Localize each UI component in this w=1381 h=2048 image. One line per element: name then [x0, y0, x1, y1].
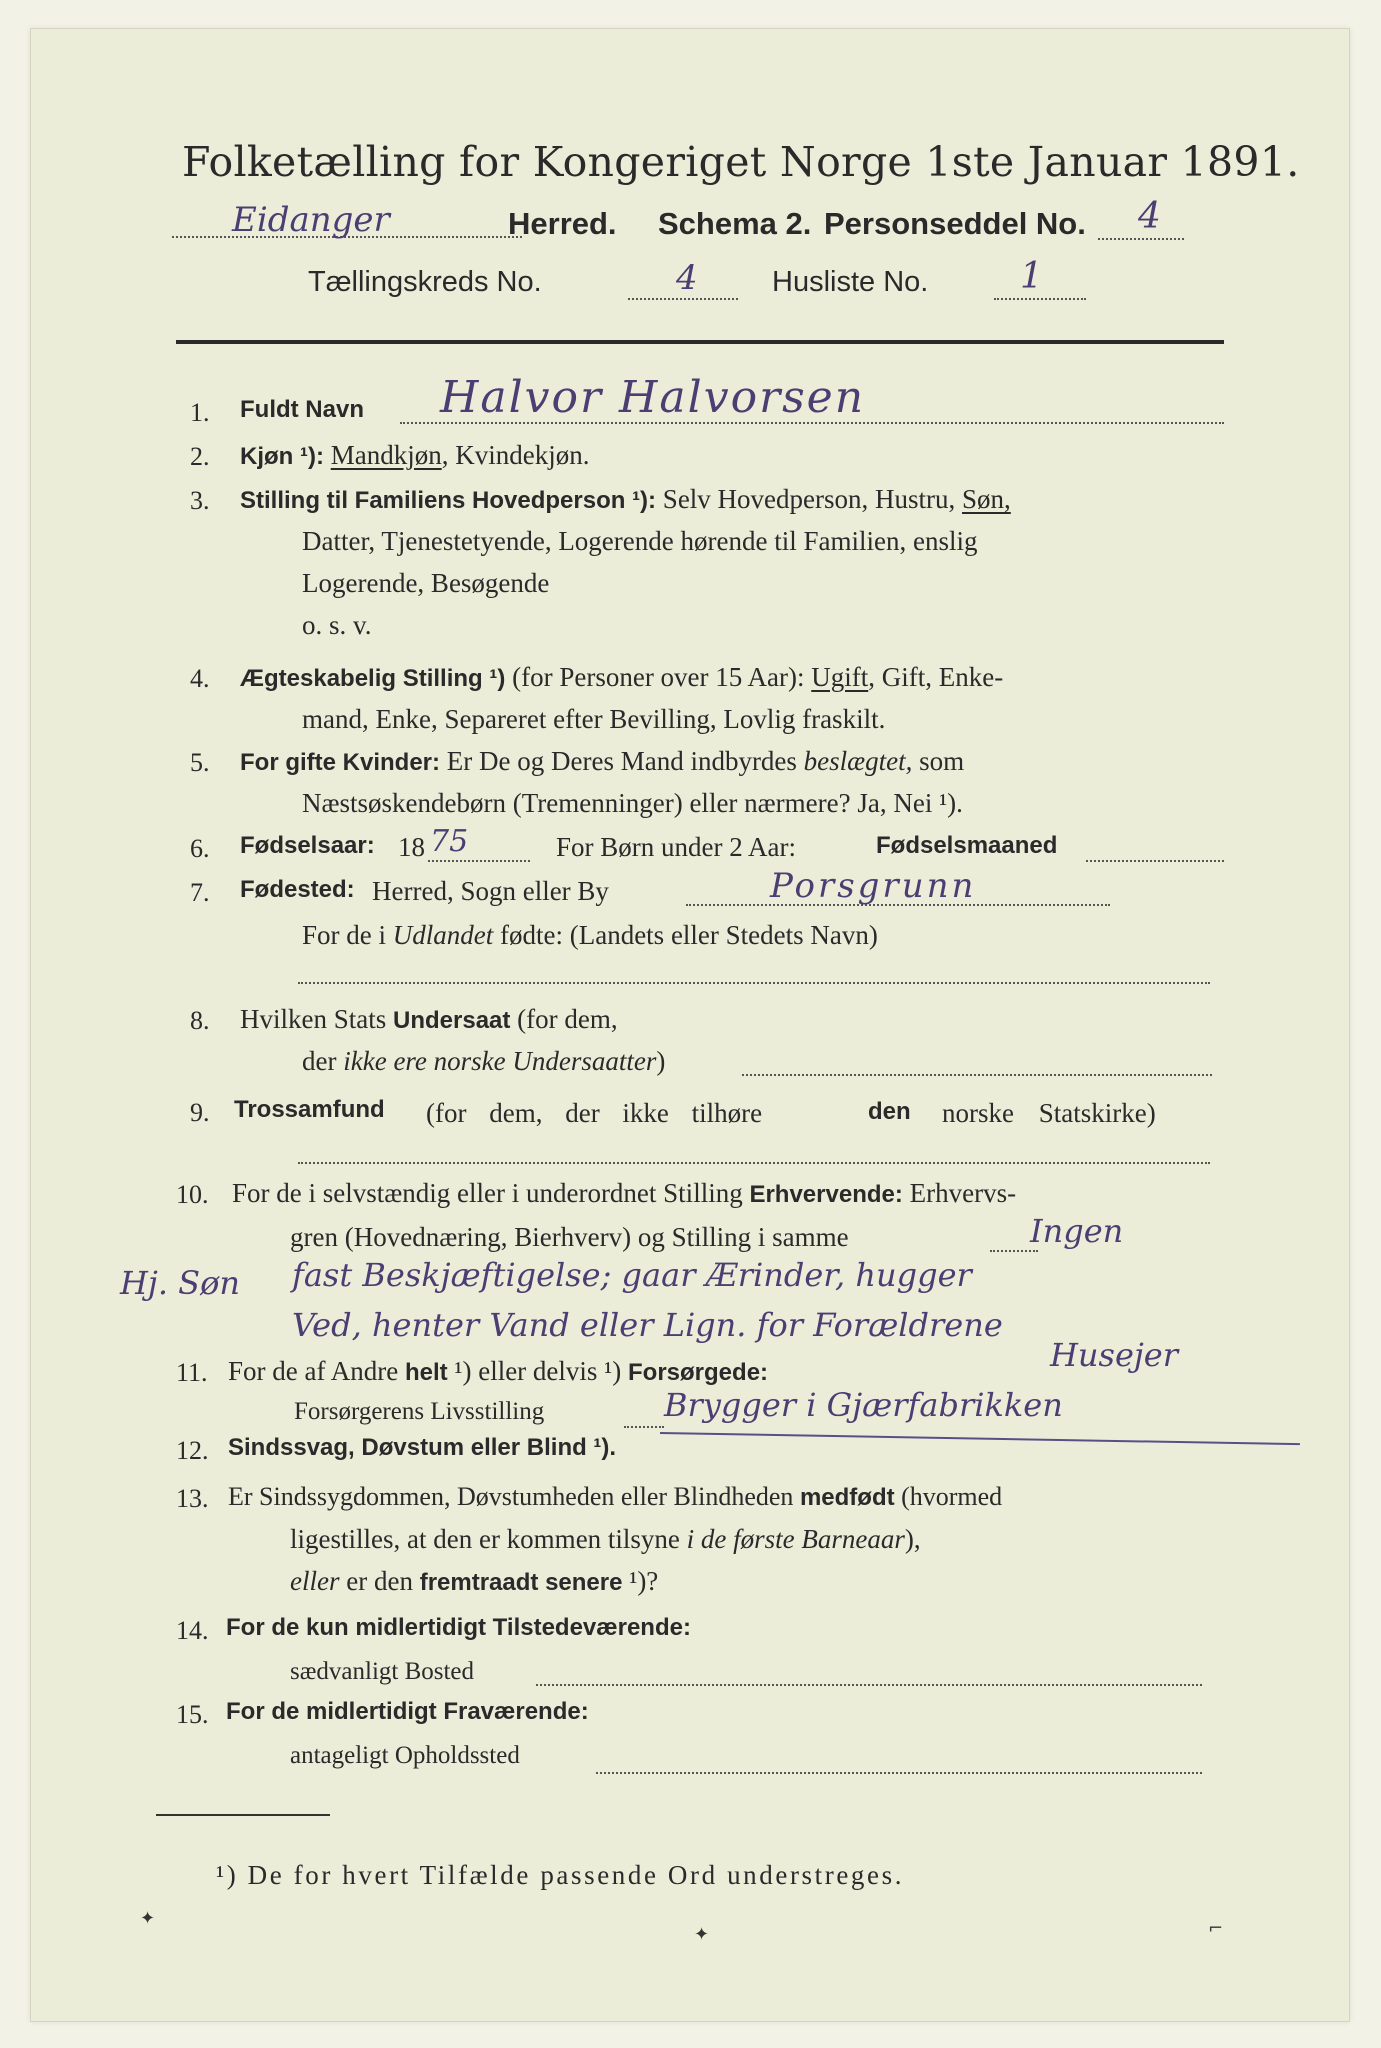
schema-label: Schema 2.: [658, 206, 812, 241]
personseddel-label: Personseddel No.: [824, 206, 1086, 241]
item-2-number: 2.: [190, 442, 210, 471]
kreds-number: 4: [676, 258, 698, 298]
item-15-number: 15.: [176, 1700, 209, 1729]
item-5-number: 5.: [190, 748, 210, 777]
item-13-line3-end: ¹)?: [629, 1566, 659, 1596]
personseddel-number: 4: [1138, 196, 1161, 237]
item-15-line1: For de midlertidigt Fraværende:: [226, 1698, 589, 1725]
item-12-number: 12.: [176, 1436, 209, 1465]
item-7-foreign-fill-line: [298, 982, 1210, 984]
item-14-line2: sædvanligt Bosted: [290, 1658, 475, 1685]
item-13-later-label: fremtraadt senere: [419, 1569, 623, 1596]
item-11-note-above: Husejer: [1050, 1336, 1179, 1374]
item-9-text: (for dem, der ikke tilhøre: [426, 1098, 763, 1128]
item-3-line2: Datter, Tjenestetyende, Logerende hørende til Familien, enslig: [302, 526, 978, 556]
item-13-line2-italic: i de første Barneaar: [686, 1524, 905, 1554]
item-10-number: 10.: [176, 1180, 209, 1209]
item-6-label2: Fødselsmaaned: [876, 832, 1058, 859]
item-7-number: 7.: [190, 878, 210, 907]
herred-label: Herred.: [508, 206, 617, 241]
item-9-label: Trossamfund: [234, 1096, 385, 1123]
item-4-line1: [240, 662, 1003, 693]
item-4-line2: mand, Enke, Separeret efter Bevilling, Lovlig fraskilt.: [302, 704, 886, 734]
item-3-line3: Logerende, Besøgende: [302, 568, 550, 598]
item-8-line1: [240, 1004, 618, 1035]
husliste-number: 1: [1020, 256, 1043, 297]
item-1-full-name: Halvor Halvorsen: [440, 372, 866, 423]
item-15-fill-line: [596, 1772, 1202, 1774]
item-13-line3-mid: er den: [346, 1566, 413, 1596]
item-6-year-fill-line: [428, 860, 530, 862]
item-5-som: som: [919, 746, 965, 776]
item-14-number: 14.: [176, 1616, 209, 1645]
item-8-line2-italic: ikke ere norske Undersaatter: [343, 1046, 657, 1076]
item-13-line2: [290, 1524, 921, 1555]
item-11-line2: Forsørgerens Livsstilling: [294, 1398, 545, 1425]
item-8-line1-post: (for dem,: [517, 1004, 618, 1034]
item-10-occupation-line2: fast Beskjæftigelse; gaar Ærinder, hugger: [292, 1256, 972, 1294]
item-4-rest: (for Personer over 15 Aar):: [512, 662, 805, 692]
item-3-rest: Selv Hovedperson, Hustru,: [662, 484, 956, 514]
item-5-label: For gifte Kvinder:: [240, 749, 441, 776]
footnote-rule: [156, 1814, 330, 1816]
item-9-den: den: [868, 1098, 911, 1125]
item-6-number: 6.: [190, 834, 210, 863]
item-7-line2-post: fødte: (Landets eller Stedets Navn): [500, 920, 878, 950]
item-7-line2-pre: For de i: [302, 920, 386, 950]
item-10-line1-end: Erhvervs-: [909, 1178, 1017, 1208]
herred-handwritten: Eidanger: [232, 200, 390, 240]
item-1-number: 1.: [190, 398, 210, 427]
item-8-fill-line: [742, 1074, 1212, 1076]
item-8-line2-post: ): [656, 1046, 666, 1076]
item-4-number: 4.: [190, 664, 210, 693]
item-11-fully-label: helt: [404, 1359, 448, 1386]
item-10-margin-note: Hj. Søn: [120, 1264, 240, 1302]
item-7-rest: Herred, Sogn eller By: [372, 876, 609, 906]
item-1-label: Fuldt Navn: [240, 396, 364, 423]
header-divider: [176, 340, 1224, 344]
item-5-line2: Næstsøskendebørn (Tremenninger) eller nærmere? Ja, Nei ¹).: [302, 788, 963, 818]
item-6-label: Fødselsaar:: [240, 832, 375, 859]
item-13-line3: [290, 1566, 658, 1597]
item-11-supported-label: Forsørgede:: [628, 1359, 769, 1386]
item-11-line1-mid: ¹) eller delvis ¹): [454, 1356, 622, 1386]
item-4-end: , Gift, Enke-: [868, 662, 1004, 692]
item-4-option-unmarried: Ugift: [811, 662, 869, 692]
item-4-label: Ægteskabelig Stilling ¹): [240, 665, 506, 692]
item-13-line1-pre: Er Sindssygdommen, Døvstumheden eller Blindheden: [228, 1482, 794, 1511]
item-8-line2-pre: der: [302, 1046, 337, 1076]
item-9-end: norske Statskirke): [942, 1098, 1156, 1128]
item-10-fill-line: [990, 1250, 1038, 1252]
item-9-fill-line: [298, 1162, 1210, 1164]
item-2-option-male: Mandkjøn: [330, 440, 442, 470]
item-10-employed-label: Erhvervende:: [749, 1181, 903, 1208]
item-7-line2-abroad: Udlandet: [392, 920, 494, 950]
pin-mark-right: ⌐: [1208, 1918, 1224, 1939]
item-8-line1-pre: Hvilken Stats: [240, 1004, 387, 1034]
item-13-line2-pre: ligestilles, at den er kommen tilsyne: [290, 1524, 680, 1554]
kreds-label: Tællingskreds No.: [308, 266, 542, 298]
pin-mark-center: ✦: [694, 1924, 710, 1945]
item-15-line2: antageligt Opholdssted: [290, 1742, 520, 1769]
personseddel-fill-line: [1098, 238, 1184, 240]
form-title: Folketælling for Kongeriget Norge 1ste Januar 1891.: [182, 138, 1300, 186]
item-10-line1-pre: For de i selvstændig eller i underordnet Stilling: [232, 1178, 743, 1208]
item-11-number: 11.: [176, 1358, 208, 1387]
item-10-occupation-start: Ingen: [1030, 1212, 1124, 1250]
item-10-occupation-line3: Ved, henter Vand eller Lign. for Forældrene: [292, 1306, 1003, 1344]
item-6-prefix: 18: [398, 832, 425, 862]
item-7-label: Fødested:: [240, 876, 355, 903]
item-5-related: beslægtet,: [803, 746, 913, 776]
husliste-label: Husliste No.: [772, 266, 929, 298]
item-13-line2-post: ),: [904, 1524, 921, 1554]
item-9-number: 9.: [190, 1098, 210, 1127]
item-13-line1: [228, 1482, 1002, 1512]
item-3-number: 3.: [190, 486, 210, 515]
item-2-line: [240, 440, 589, 471]
item-11-provider-occupation: Brygger i Gjærfabrikken: [664, 1386, 1063, 1424]
item-3-line4: o. s. v.: [302, 610, 372, 640]
item-5-line1: [240, 746, 964, 777]
item-3-label: Stilling til Familiens Hovedperson ¹):: [240, 487, 657, 514]
item-13-line1-end: (hvormed: [901, 1482, 1003, 1511]
item-3-line1: [240, 484, 1011, 515]
pin-mark-left: ✦: [140, 1908, 156, 1929]
item-12-label: Sindssvag, Døvstum eller Blind ¹).: [228, 1434, 617, 1461]
item-2-rest: , Kvindekjøn.: [441, 440, 590, 470]
item-7-birthplace: Porsgrunn: [770, 866, 977, 906]
husliste-fill-line: [994, 298, 1086, 300]
item-13-congenital-label: medfødt: [799, 1484, 895, 1511]
item-14-line1: For de kun midlertidigt Tilstedeværende:: [226, 1614, 691, 1641]
item-10-line1: [232, 1178, 1016, 1209]
item-7-line2: [302, 920, 878, 951]
footnote: ¹) De for hvert Tilfælde passende Ord understreges.: [216, 1860, 905, 1890]
item-5-rest: Er De og Deres Mand indbyrdes: [446, 746, 797, 776]
item-3-option-son: Søn,: [962, 484, 1011, 514]
item-2-label: Kjøn ¹):: [240, 443, 324, 470]
item-6-rest: For Børn under 2 Aar:: [556, 832, 796, 862]
item-8-citizen-label: Undersaat: [393, 1007, 511, 1034]
item-8-line2: [302, 1046, 665, 1077]
item-8-number: 8.: [190, 1006, 210, 1035]
item-6-birth-year: 75: [430, 824, 469, 859]
item-13-number: 13.: [176, 1484, 209, 1513]
item-13-line3-italic: eller: [290, 1566, 340, 1596]
item-11-line1: [228, 1356, 768, 1387]
item-10-line2: gren (Hovednæring, Bierhverv) og Stilling i samme: [290, 1222, 849, 1252]
item-11-line1-pre: For de af Andre: [228, 1356, 399, 1386]
item-6-month-fill-line: [1086, 860, 1224, 862]
kreds-fill-line: [628, 298, 738, 300]
item-11-fill-line: [624, 1426, 664, 1428]
item-14-fill-line: [536, 1684, 1202, 1686]
